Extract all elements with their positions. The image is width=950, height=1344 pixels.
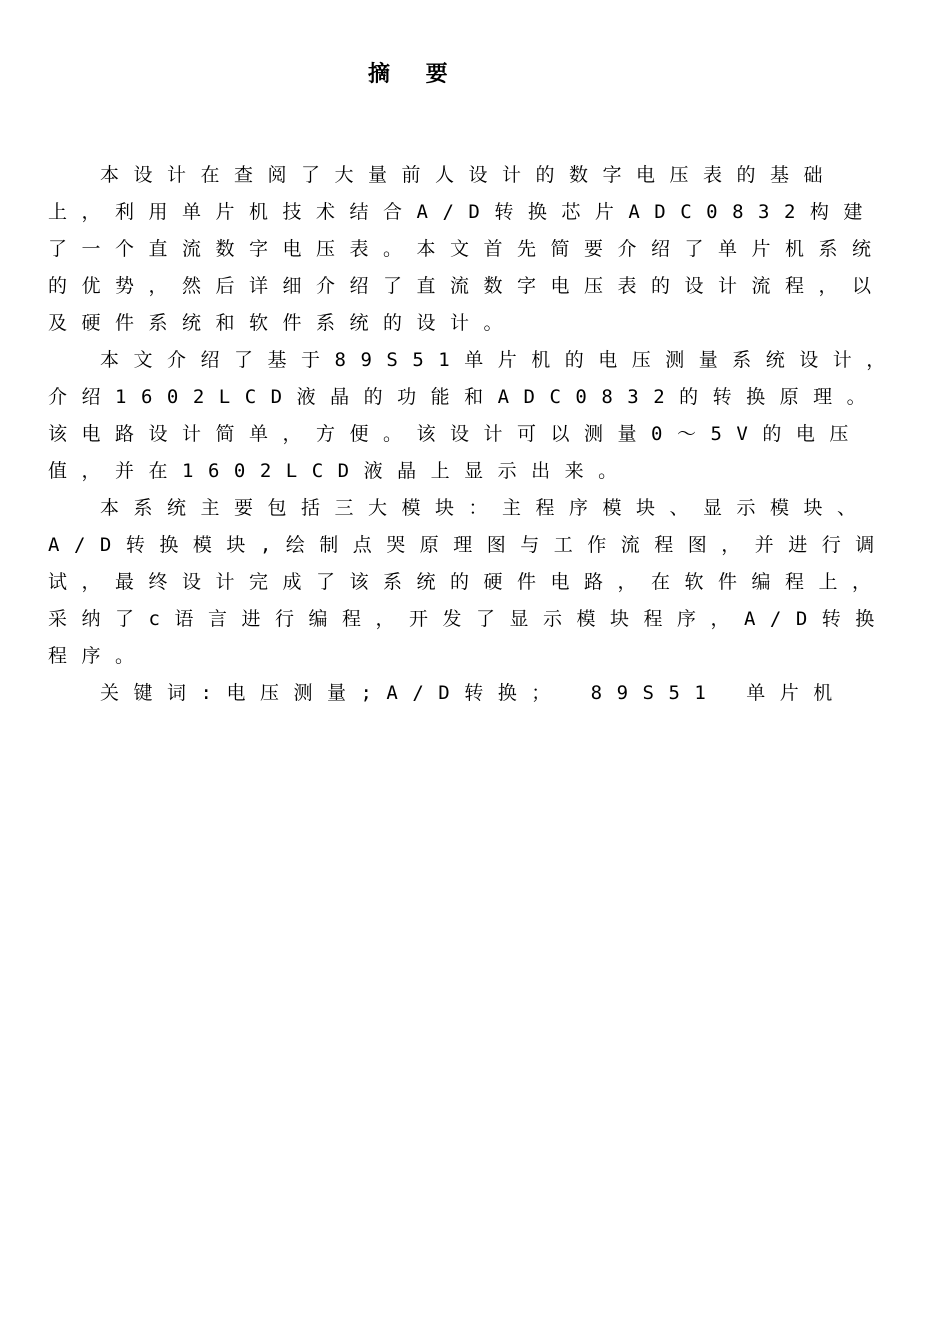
abstract-body bbox=[48, 157, 900, 712]
keywords-line: 关键词:电压测量;A/D转换； 89S51 单片机 bbox=[100, 682, 847, 704]
abstract-paragraph-2: 本文介绍了基于89S51单片机的电压测量系统设计，介绍1602LCD液晶的功能和ADC0832的转换原理。该电路设计简单，方便。该设计可以测量0～5V的电压值，并在1602LCD液晶上显示出来。 bbox=[48, 349, 900, 482]
abstract-paragraph-3: 本系统主要包括三大模块：主程序模块、显示模块、A/D转换模块,绘制点哭原理图与工作流程图，并进行调试，最终设计完成了该系统的硬件电路，在软件编程上，采纳了c语言进行编程，开发了显示模块程序，A/D转换程序。 bbox=[48, 497, 889, 667]
abstract-paragraph-1: 本设计在查阅了大量前人设计的数字电压表的基础上，利用单片机技术结合A/D转换芯片ADC0832构建了一个直流数字电压表。本文首先简要介绍了单片机系统的优势，然后详细介绍了直流数字电压表的设计流程，以及硬件系统和软件系统的设计。 bbox=[48, 164, 886, 334]
abstract-title: 摘 要 bbox=[368, 62, 462, 87]
